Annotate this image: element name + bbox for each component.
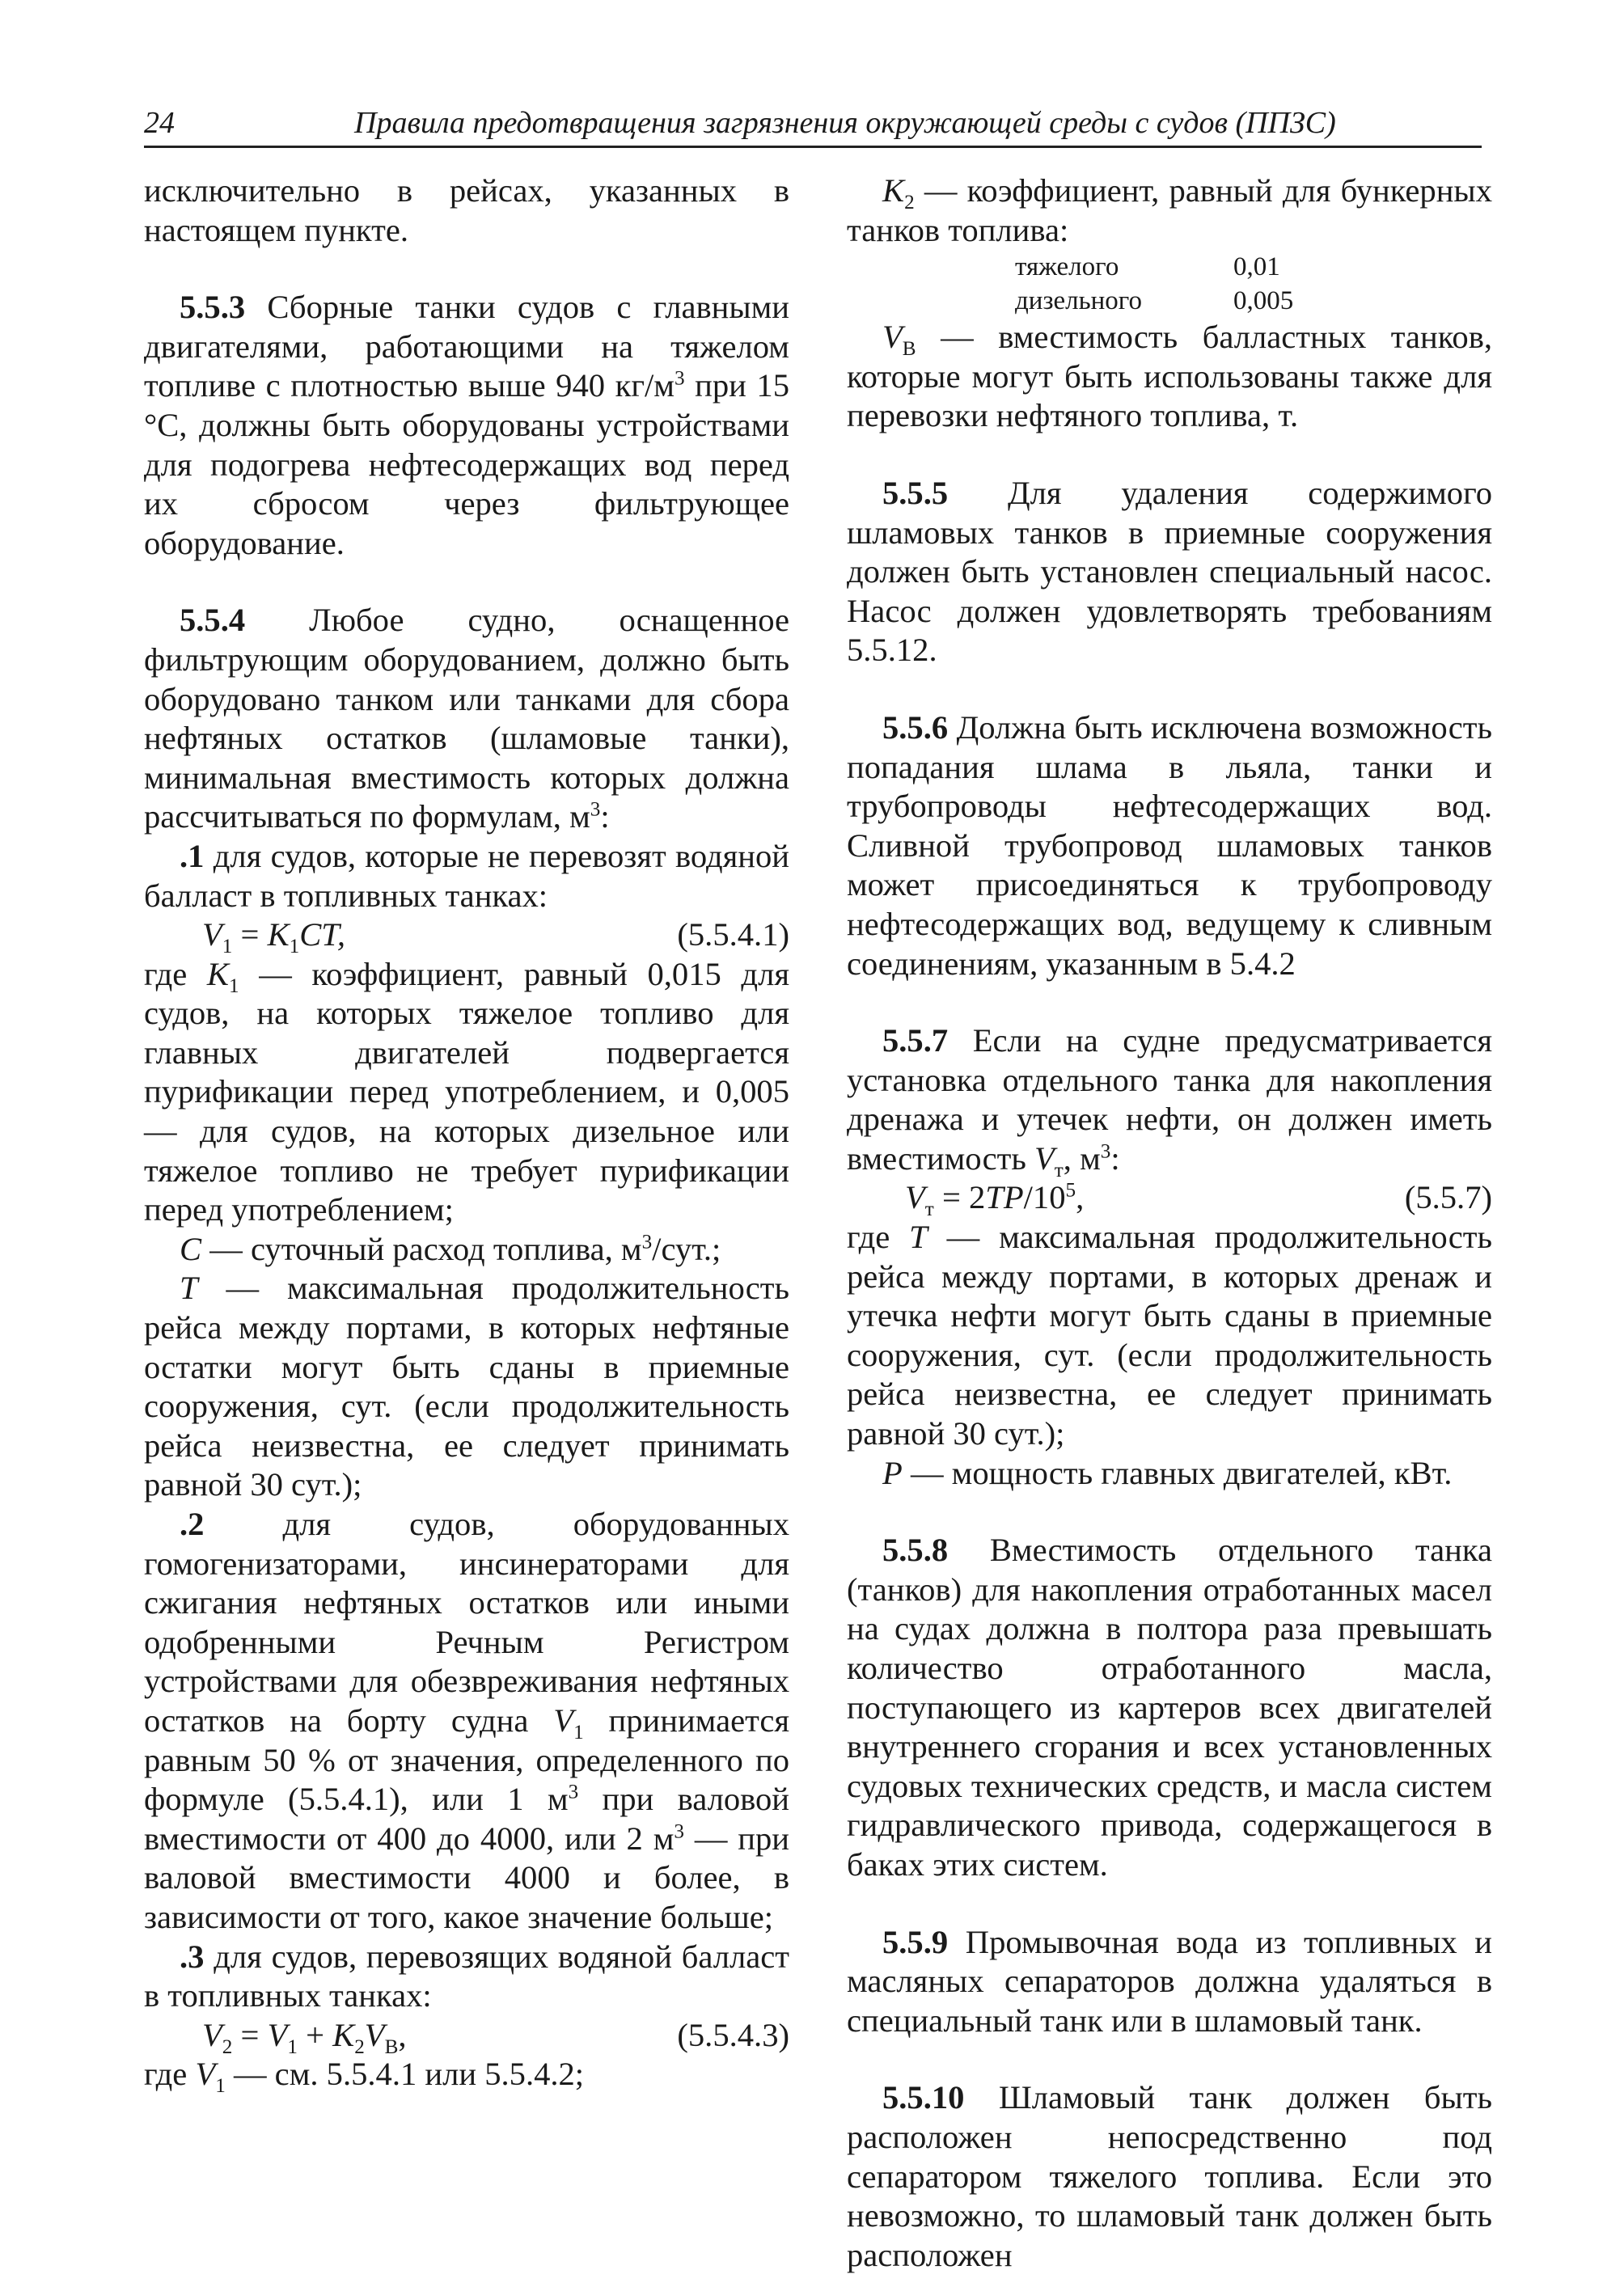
clause-number: 5.5.3: [180, 289, 246, 326]
definition-t: T — максимальная продолжительность рейса между портами, в которых нефтяные остатки могут быть сданы в приемные сооружения, сут. (если продолжительность рейса неизвестна, ее следует принимать равной 30 сут.);: [144, 1270, 789, 1503]
definition-vb: $V_В$ — вместимость балластных танков, которые могут быть использованы также для перевозки нефтяного топлива, т.: [847, 319, 1492, 434]
definition-k1: где $K_1$ — коэффициент, равный 0,015 для судов, на которых тяжелое топливо для главных двигателей подвергается пурификации перед употреблением, и 0,005 — для судов, на которых дизельное или тяжелое топливо не требует пурификации перед употреблением;: [144, 955, 789, 1228]
clause-number: 5.5.6: [882, 708, 949, 746]
paragraph-5-5-3: 5.5.3 Сборные танки судов с главными двигателями, работающими на тяжелом топливе с плотностью выше 940 $кг/м^3$ при 15 °С, должны быть оборудованы устройствами для подогрева нефтесодержащих вод перед их сбросом через фильтрующее оборудование.: [144, 289, 789, 561]
definition-t-5-5-7: где T — максимальная продолжительность рейса между портами, в которых дренаж и утечка нефти могут быть сданы в приемные сооружения, сут. (если продолжительность рейса неизвестна, ее следует принимать равной 30 сут.);: [847, 1219, 1492, 1452]
clause-number: 5.5.5: [882, 474, 949, 511]
item-number: .1: [180, 837, 205, 874]
coefficient-value: 0,005: [1233, 286, 1294, 316]
coefficient-value: 0,01: [1233, 252, 1280, 282]
paragraph-5-5-10: 5.5.10 Шламовый танк должен быть расположен непосредственно под сепаратором тяжелого топлива. Если это невозможно, то шламовый танк должен быть расположен: [847, 2079, 1492, 2273]
paragraph-5-5-8: 5.5.8 Вместимость отдельного танка (танков) для накопления отработанных масел на судах должна в полтора раза превышать количество отработанного масла, поступающего из картеров всех двигателей внутреннего сгорания и всех установленных судовых технических средств, и масла систем гидравлического привода, содержащегося в баках этих систем.: [847, 1532, 1492, 1883]
formula-number: (5.5.4.3): [677, 2016, 789, 2053]
paragraph-5-5-6: 5.5.6 Должна быть исключена возможность попадания шлама в льяла, танки и трубопроводы нефтесодержащих вод. Сливной трубопровод шламовых танков может присоединяться к трубопроводу нефтесодержащих вод, ведущему к сливным соединениям, указанным в 5.4.2: [847, 708, 1492, 982]
table-row: [1015, 284, 1492, 318]
formula-5-5-4-1: $V_1 = K_1CT$, (5.5.4.1): [202, 916, 789, 958]
definition-v1-ref: где $V_1$ — см. 5.5.4.1 или 5.5.4.2;: [144, 2056, 585, 2098]
fuel-type: дизельного: [1015, 286, 1143, 316]
item-number: .3: [180, 1938, 205, 1975]
page-number: 24: [144, 106, 175, 140]
clause-number: 5.5.4: [180, 602, 246, 639]
formula-number: (5.5.7): [1404, 1179, 1492, 1216]
item-number: .2: [180, 1506, 205, 1542]
right-column: [847, 171, 1492, 2275]
definition-c: C — суточный расход топлива, $м^3$/сут.;: [180, 1230, 721, 1267]
fuel-type: тяжелого: [1015, 252, 1119, 282]
item-3: .3 для судов, перевозящих водяной балласт в топливных танках:: [144, 1938, 789, 2014]
clause-number: 5.5.9: [882, 1923, 949, 1960]
clause-number: 5.5.8: [882, 1532, 949, 1569]
paragraph-5-5-5: 5.5.5 Для удаления содержимого шламовых танков в приемные сооружения должен быть установлен специальный насос. Насос должен удовлетворять требованиям 5.5.12.: [847, 474, 1492, 669]
definition-k2: $K_2$ — коэффициент, равный для бункерных танков топлива:: [847, 172, 1492, 248]
left-column: [144, 171, 790, 2098]
coefficient-table: [847, 250, 1492, 318]
clause-number: 5.5.7: [882, 1022, 949, 1059]
definition-p: P — мощность главных двигателей, кВт.: [882, 1454, 1453, 1491]
item-2: .2 для судов, оборудованных гомогенизаторами, инсинераторами для сжигания нефтяных остатков или иными одобренными Речным Регистром устройствами для обезвреживания нефтяных остатков на борту судна $V_1$ принимается равным 50 % от значения, определенного по формуле (5.5.4.1), или 1 $м^3$ при валовой вместимости от 400 до 4000, или 2 $м^3$ — при валовой вместимости 4000 и более, в зависимости от того, какое значение больше;: [144, 1506, 790, 1935]
paragraph-continuation: исключительно в рейсах, указанных в настоящем пункте.: [144, 172, 789, 248]
paragraph-5-5-9: 5.5.9 Промывочная вода из топливных и масляных сепараторов должна удаляться в специальный танк или в шламовый танк.: [847, 1923, 1492, 2039]
item-1: .1 для судов, которые не перевозят водяной балласт в топливных танках:: [144, 837, 789, 914]
formula-number: (5.5.4.1): [677, 916, 789, 953]
running-header: [144, 105, 1482, 148]
table-row: [1015, 250, 1492, 284]
clause-number: 5.5.10: [882, 2079, 965, 2116]
running-title: Правила предотвращения загрязнения окружающей среды с судов (ППЗС): [354, 106, 1336, 140]
paragraph-5-5-4: 5.5.4 Любое судно, оснащенное фильтрующим оборудованием, должно быть оборудовано танком или танками для сбора нефтяных остатков (шламовые танки), минимальная вместимость которых должна рассчитываться по формулам, $м^3$:: [144, 602, 789, 835]
formula-5-5-7: $V_т = 2TP/10^5$, (5.5.7): [905, 1179, 1492, 1221]
paragraph-5-5-7: 5.5.7 Если на судне предусматривается установка отдельного танка для накопления дренажа и утечек нефти, он должен иметь вместимость $V_т$, $м^3$:: [847, 1022, 1492, 1181]
formula-5-5-4-3: $V_2 = V_1 + K_2V_В$, (5.5.4.3): [202, 2016, 789, 2058]
